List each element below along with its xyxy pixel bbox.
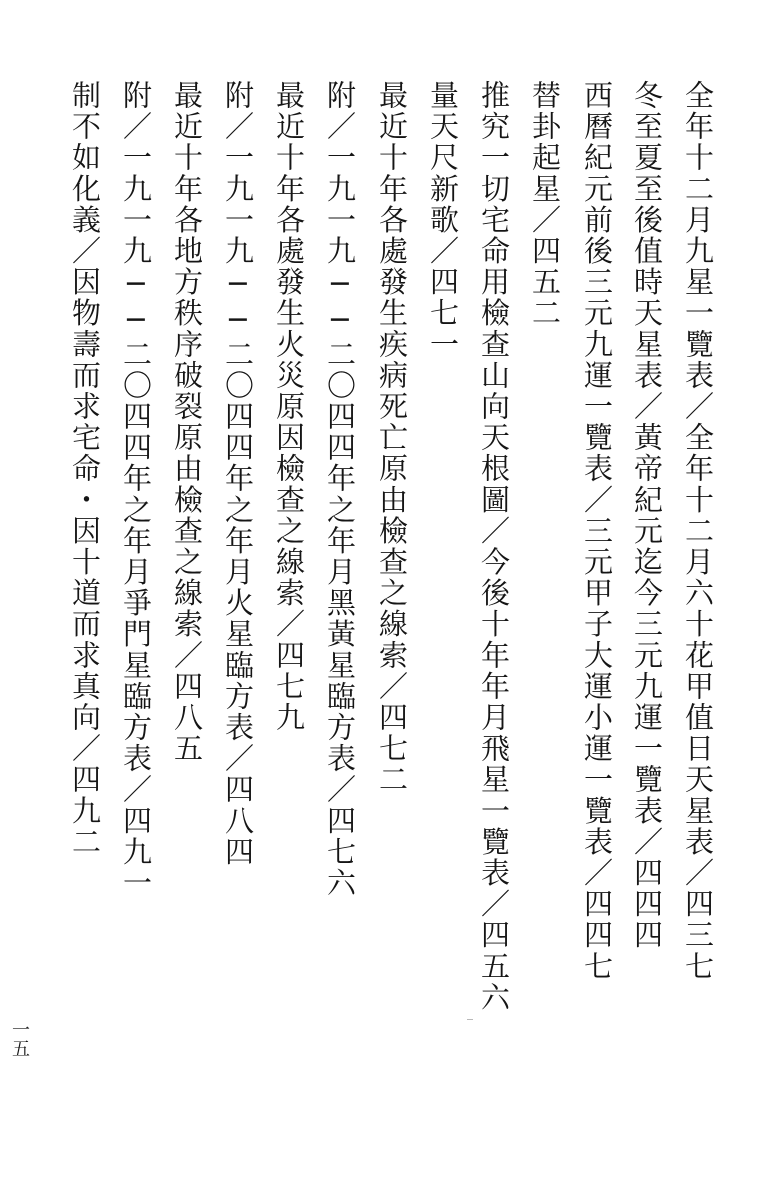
toc-entry-5: 推究一切宅命用檢查山向天根圖／今後十年年月飛星一覽表／四五六 [477, 80, 511, 1013]
page-number: 一五 [9, 1020, 30, 1058]
toc-entry-10: 附／一九一九──二〇四四年之年月火星臨方表／四八四 [221, 80, 255, 868]
toc-entry-4: 替卦起星／四五二 [528, 80, 562, 329]
toc-entry-6: 量天尺新歌／四七一 [426, 80, 460, 360]
toc-entry-2: 冬至夏至後值時天星表／黃帝紀元迄今三元九運一覽表／四四四 [630, 80, 664, 951]
toc-entry-9: 最近十年各處發生火災原因檢查之線索／四七九 [272, 80, 306, 734]
toc-entry-7: 最近十年各處發生疾病死亡原由檢查之線索／四七二 [375, 80, 409, 796]
scan-speck [467, 1019, 473, 1020]
toc-entry-8: 附／一九一九──二〇四四年之年月黑黃星臨方表／四七六 [323, 80, 357, 899]
toc-entry-11: 最近十年各地方秩序破裂原由檢查之線索／四八五 [170, 80, 204, 765]
toc-entry-13: 制不如化義／因物壽而求宅命・因十道而求真向／四九二 [68, 80, 102, 858]
toc-entry-12: 附／一九一九──二〇四四年之年月爭門星臨方表／四九一 [119, 80, 153, 899]
toc-entry-3: 西曆紀元前後三元九運一覽表／三元甲子大運小運一覽表／四四七 [580, 80, 614, 982]
toc-entry-1: 全年十二月九星一覽表／全年十二月六十花甲值日天星表／四三七 [681, 80, 715, 982]
